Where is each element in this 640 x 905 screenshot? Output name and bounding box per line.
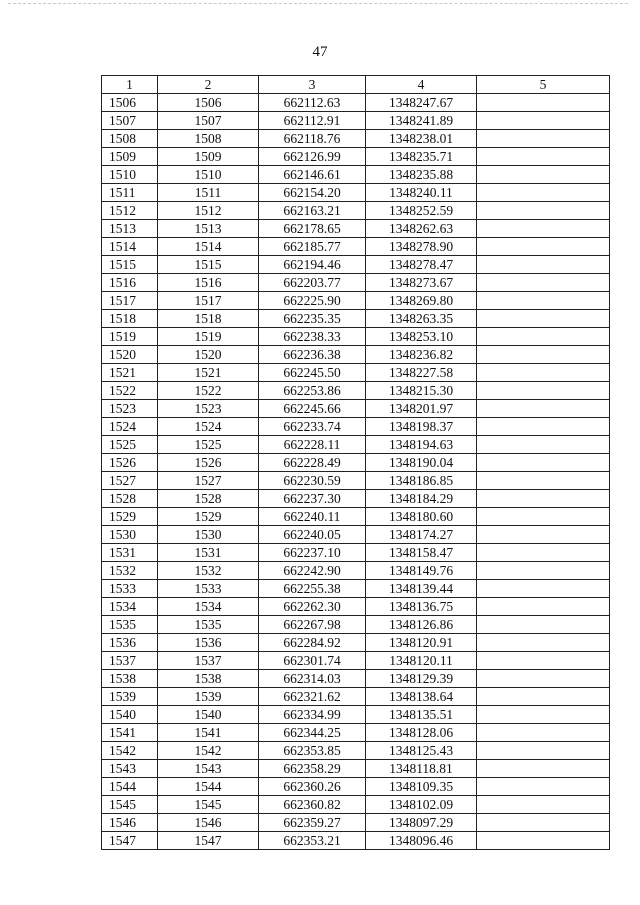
- point-id-cell: 1547: [158, 832, 259, 850]
- y-coordinate-cell: 1348190.04: [366, 454, 477, 472]
- note-cell: [477, 544, 610, 562]
- point-number-cell: 1540: [102, 706, 158, 724]
- point-number-cell: 1534: [102, 598, 158, 616]
- note-cell: [477, 256, 610, 274]
- y-coordinate-cell: 1348201.97: [366, 400, 477, 418]
- y-coordinate-cell: 1348128.06: [366, 724, 477, 742]
- table-row: [102, 454, 610, 472]
- y-coordinate-cell: 1348227.58: [366, 364, 477, 382]
- table-row: [102, 814, 610, 832]
- table-row: [102, 274, 610, 292]
- note-cell: [477, 274, 610, 292]
- y-coordinate-cell: 1348198.37: [366, 418, 477, 436]
- y-coordinate-cell: 1348273.67: [366, 274, 477, 292]
- point-id-cell: 1546: [158, 814, 259, 832]
- point-number-cell: 1508: [102, 130, 158, 148]
- y-coordinate-cell: 1348236.82: [366, 346, 477, 364]
- column-header-4: 4: [366, 76, 477, 94]
- point-number-cell: 1514: [102, 238, 158, 256]
- note-cell: [477, 508, 610, 526]
- note-cell: [477, 220, 610, 238]
- point-id-cell: 1544: [158, 778, 259, 796]
- x-coordinate-cell: 662126.99: [259, 148, 366, 166]
- point-id-cell: 1534: [158, 598, 259, 616]
- point-id-cell: 1538: [158, 670, 259, 688]
- point-id-cell: 1518: [158, 310, 259, 328]
- y-coordinate-cell: 1348135.51: [366, 706, 477, 724]
- point-number-cell: 1529: [102, 508, 158, 526]
- x-coordinate-cell: 662238.33: [259, 328, 366, 346]
- x-coordinate-cell: 662314.03: [259, 670, 366, 688]
- point-number-cell: 1547: [102, 832, 158, 850]
- x-coordinate-cell: 662245.66: [259, 400, 366, 418]
- table-row: [102, 418, 610, 436]
- note-cell: [477, 814, 610, 832]
- note-cell: [477, 634, 610, 652]
- point-number-cell: 1527: [102, 472, 158, 490]
- table-row: [102, 310, 610, 328]
- table-row: [102, 382, 610, 400]
- point-id-cell: 1522: [158, 382, 259, 400]
- table-row: [102, 94, 610, 112]
- x-coordinate-cell: 662267.98: [259, 616, 366, 634]
- x-coordinate-cell: 662163.21: [259, 202, 366, 220]
- point-number-cell: 1546: [102, 814, 158, 832]
- point-id-cell: 1509: [158, 148, 259, 166]
- x-coordinate-cell: 662146.61: [259, 166, 366, 184]
- point-number-cell: 1526: [102, 454, 158, 472]
- point-id-cell: 1539: [158, 688, 259, 706]
- x-coordinate-cell: 662154.20: [259, 184, 366, 202]
- point-number-cell: 1515: [102, 256, 158, 274]
- table-row: [102, 778, 610, 796]
- note-cell: [477, 400, 610, 418]
- column-header-1: 1: [102, 76, 158, 94]
- note-cell: [477, 652, 610, 670]
- point-id-cell: 1524: [158, 418, 259, 436]
- point-id-cell: 1525: [158, 436, 259, 454]
- table-row: [102, 526, 610, 544]
- column-header-2: 2: [158, 76, 259, 94]
- y-coordinate-cell: 1348120.91: [366, 634, 477, 652]
- note-cell: [477, 562, 610, 580]
- point-id-cell: 1517: [158, 292, 259, 310]
- note-cell: [477, 202, 610, 220]
- y-coordinate-cell: 1348126.86: [366, 616, 477, 634]
- y-coordinate-cell: 1348186.85: [366, 472, 477, 490]
- note-cell: [477, 724, 610, 742]
- y-coordinate-cell: 1348278.47: [366, 256, 477, 274]
- point-number-cell: 1536: [102, 634, 158, 652]
- table-row: [102, 364, 610, 382]
- table-row: [102, 436, 610, 454]
- x-coordinate-cell: 662228.49: [259, 454, 366, 472]
- note-cell: [477, 454, 610, 472]
- x-coordinate-cell: 662237.30: [259, 490, 366, 508]
- point-id-cell: 1523: [158, 400, 259, 418]
- point-id-cell: 1527: [158, 472, 259, 490]
- point-number-cell: 1543: [102, 760, 158, 778]
- y-coordinate-cell: 1348253.10: [366, 328, 477, 346]
- x-coordinate-cell: 662353.85: [259, 742, 366, 760]
- y-coordinate-cell: 1348096.46: [366, 832, 477, 850]
- y-coordinate-cell: 1348235.71: [366, 148, 477, 166]
- y-coordinate-cell: 1348184.29: [366, 490, 477, 508]
- point-id-cell: 1537: [158, 652, 259, 670]
- table-row: [102, 544, 610, 562]
- note-cell: [477, 580, 610, 598]
- x-coordinate-cell: 662235.35: [259, 310, 366, 328]
- point-number-cell: 1507: [102, 112, 158, 130]
- point-id-cell: 1513: [158, 220, 259, 238]
- x-coordinate-cell: 662225.90: [259, 292, 366, 310]
- point-number-cell: 1541: [102, 724, 158, 742]
- point-id-cell: 1545: [158, 796, 259, 814]
- x-coordinate-cell: 662240.11: [259, 508, 366, 526]
- point-id-cell: 1516: [158, 274, 259, 292]
- note-cell: [477, 490, 610, 508]
- note-cell: [477, 94, 610, 112]
- table-row: [102, 688, 610, 706]
- table-row: [102, 616, 610, 634]
- point-number-cell: 1528: [102, 490, 158, 508]
- point-id-cell: 1533: [158, 580, 259, 598]
- note-cell: [477, 436, 610, 454]
- table-row: [102, 760, 610, 778]
- point-id-cell: 1506: [158, 94, 259, 112]
- point-number-cell: 1525: [102, 436, 158, 454]
- x-coordinate-cell: 662358.29: [259, 760, 366, 778]
- y-coordinate-cell: 1348278.90: [366, 238, 477, 256]
- point-number-cell: 1544: [102, 778, 158, 796]
- note-cell: [477, 130, 610, 148]
- table-row: [102, 490, 610, 508]
- y-coordinate-cell: 1348194.63: [366, 436, 477, 454]
- point-id-cell: 1532: [158, 562, 259, 580]
- table-row: [102, 220, 610, 238]
- point-number-cell: 1533: [102, 580, 158, 598]
- point-id-cell: 1529: [158, 508, 259, 526]
- note-cell: [477, 328, 610, 346]
- x-coordinate-cell: 662301.74: [259, 652, 366, 670]
- x-coordinate-cell: 662236.38: [259, 346, 366, 364]
- table-row: [102, 634, 610, 652]
- page-number: 47: [312, 44, 328, 60]
- note-cell: [477, 796, 610, 814]
- y-coordinate-cell: 1348238.01: [366, 130, 477, 148]
- note-cell: [477, 616, 610, 634]
- point-id-cell: 1508: [158, 130, 259, 148]
- point-id-cell: 1519: [158, 328, 259, 346]
- y-coordinate-cell: 1348241.89: [366, 112, 477, 130]
- column-header-3: 3: [259, 76, 366, 94]
- table-row: [102, 238, 610, 256]
- point-number-cell: 1535: [102, 616, 158, 634]
- table-row: [102, 796, 610, 814]
- note-cell: [477, 832, 610, 850]
- point-number-cell: 1532: [102, 562, 158, 580]
- point-number-cell: 1512: [102, 202, 158, 220]
- x-coordinate-cell: 662344.25: [259, 724, 366, 742]
- note-cell: [477, 382, 610, 400]
- x-coordinate-cell: 662321.62: [259, 688, 366, 706]
- point-id-cell: 1531: [158, 544, 259, 562]
- y-coordinate-cell: 1348180.60: [366, 508, 477, 526]
- x-coordinate-cell: 662178.65: [259, 220, 366, 238]
- note-cell: [477, 598, 610, 616]
- x-coordinate-cell: 662242.90: [259, 562, 366, 580]
- note-cell: [477, 526, 610, 544]
- table-row: [102, 706, 610, 724]
- x-coordinate-cell: 662253.86: [259, 382, 366, 400]
- point-number-cell: 1539: [102, 688, 158, 706]
- y-coordinate-cell: 1348139.44: [366, 580, 477, 598]
- table-row: [102, 562, 610, 580]
- x-coordinate-cell: 662359.27: [259, 814, 366, 832]
- note-cell: [477, 346, 610, 364]
- point-id-cell: 1541: [158, 724, 259, 742]
- y-coordinate-cell: 1348109.35: [366, 778, 477, 796]
- point-number-cell: 1530: [102, 526, 158, 544]
- point-id-cell: 1510: [158, 166, 259, 184]
- note-cell: [477, 760, 610, 778]
- x-coordinate-cell: 662112.63: [259, 94, 366, 112]
- point-number-cell: 1537: [102, 652, 158, 670]
- point-id-cell: 1528: [158, 490, 259, 508]
- note-cell: [477, 148, 610, 166]
- coordinates-table: [101, 75, 610, 850]
- x-coordinate-cell: 662360.82: [259, 796, 366, 814]
- table-row: [102, 652, 610, 670]
- point-id-cell: 1543: [158, 760, 259, 778]
- x-coordinate-cell: 662255.38: [259, 580, 366, 598]
- x-coordinate-cell: 662353.21: [259, 832, 366, 850]
- point-number-cell: 1519: [102, 328, 158, 346]
- note-cell: [477, 184, 610, 202]
- point-number-cell: 1513: [102, 220, 158, 238]
- point-id-cell: 1514: [158, 238, 259, 256]
- point-number-cell: 1545: [102, 796, 158, 814]
- y-coordinate-cell: 1348215.30: [366, 382, 477, 400]
- y-coordinate-cell: 1348235.88: [366, 166, 477, 184]
- point-number-cell: 1538: [102, 670, 158, 688]
- x-coordinate-cell: 662203.77: [259, 274, 366, 292]
- table-row: [102, 328, 610, 346]
- table-row: [102, 508, 610, 526]
- point-id-cell: 1536: [158, 634, 259, 652]
- point-number-cell: 1522: [102, 382, 158, 400]
- x-coordinate-cell: 662228.11: [259, 436, 366, 454]
- x-coordinate-cell: 662194.46: [259, 256, 366, 274]
- point-id-cell: 1535: [158, 616, 259, 634]
- note-cell: [477, 742, 610, 760]
- point-id-cell: 1521: [158, 364, 259, 382]
- point-number-cell: 1542: [102, 742, 158, 760]
- point-number-cell: 1520: [102, 346, 158, 364]
- point-id-cell: 1540: [158, 706, 259, 724]
- note-cell: [477, 778, 610, 796]
- table-row: [102, 256, 610, 274]
- table-row: [102, 742, 610, 760]
- y-coordinate-cell: 1348247.67: [366, 94, 477, 112]
- y-coordinate-cell: 1348149.76: [366, 562, 477, 580]
- note-cell: [477, 310, 610, 328]
- x-coordinate-cell: 662360.26: [259, 778, 366, 796]
- point-id-cell: 1511: [158, 184, 259, 202]
- x-coordinate-cell: 662262.30: [259, 598, 366, 616]
- note-cell: [477, 688, 610, 706]
- table-row: [102, 202, 610, 220]
- note-cell: [477, 292, 610, 310]
- table-row: [102, 292, 610, 310]
- y-coordinate-cell: 1348097.29: [366, 814, 477, 832]
- note-cell: [477, 670, 610, 688]
- point-number-cell: 1521: [102, 364, 158, 382]
- note-cell: [477, 238, 610, 256]
- table-body: [102, 94, 610, 850]
- table-row: [102, 112, 610, 130]
- note-cell: [477, 472, 610, 490]
- point-number-cell: 1511: [102, 184, 158, 202]
- y-coordinate-cell: 1348252.59: [366, 202, 477, 220]
- y-coordinate-cell: 1348136.75: [366, 598, 477, 616]
- point-id-cell: 1512: [158, 202, 259, 220]
- note-cell: [477, 364, 610, 382]
- note-cell: [477, 418, 610, 436]
- point-number-cell: 1506: [102, 94, 158, 112]
- y-coordinate-cell: 1348118.81: [366, 760, 477, 778]
- point-id-cell: 1530: [158, 526, 259, 544]
- table-header-row: [102, 76, 610, 94]
- x-coordinate-cell: 662237.10: [259, 544, 366, 562]
- note-cell: [477, 166, 610, 184]
- table-row: [102, 724, 610, 742]
- table-row: [102, 598, 610, 616]
- table-row: [102, 148, 610, 166]
- table-row: [102, 580, 610, 598]
- y-coordinate-cell: 1348262.63: [366, 220, 477, 238]
- note-cell: [477, 706, 610, 724]
- point-number-cell: 1510: [102, 166, 158, 184]
- y-coordinate-cell: 1348174.27: [366, 526, 477, 544]
- y-coordinate-cell: 1348125.43: [366, 742, 477, 760]
- x-coordinate-cell: 662112.91: [259, 112, 366, 130]
- table-row: [102, 400, 610, 418]
- point-number-cell: 1523: [102, 400, 158, 418]
- x-coordinate-cell: 662185.77: [259, 238, 366, 256]
- y-coordinate-cell: 1348120.11: [366, 652, 477, 670]
- point-number-cell: 1524: [102, 418, 158, 436]
- point-number-cell: 1517: [102, 292, 158, 310]
- table-row: [102, 670, 610, 688]
- point-id-cell: 1515: [158, 256, 259, 274]
- x-coordinate-cell: 662233.74: [259, 418, 366, 436]
- point-id-cell: 1507: [158, 112, 259, 130]
- point-number-cell: 1509: [102, 148, 158, 166]
- x-coordinate-cell: 662334.99: [259, 706, 366, 724]
- x-coordinate-cell: 662240.05: [259, 526, 366, 544]
- table-row: [102, 184, 610, 202]
- table-row: [102, 346, 610, 364]
- table-row: [102, 832, 610, 850]
- x-coordinate-cell: 662284.92: [259, 634, 366, 652]
- point-id-cell: 1542: [158, 742, 259, 760]
- point-number-cell: 1518: [102, 310, 158, 328]
- x-coordinate-cell: 662245.50: [259, 364, 366, 382]
- x-coordinate-cell: 662118.76: [259, 130, 366, 148]
- point-number-cell: 1516: [102, 274, 158, 292]
- y-coordinate-cell: 1348138.64: [366, 688, 477, 706]
- scan-top-rule: [8, 3, 628, 4]
- x-coordinate-cell: 662230.59: [259, 472, 366, 490]
- y-coordinate-cell: 1348240.11: [366, 184, 477, 202]
- column-header-5: 5: [477, 76, 610, 94]
- y-coordinate-cell: 1348102.09: [366, 796, 477, 814]
- y-coordinate-cell: 1348263.35: [366, 310, 477, 328]
- table-row: [102, 472, 610, 490]
- y-coordinate-cell: 1348129.39: [366, 670, 477, 688]
- table-row: [102, 166, 610, 184]
- y-coordinate-cell: 1348269.80: [366, 292, 477, 310]
- point-id-cell: 1526: [158, 454, 259, 472]
- note-cell: [477, 112, 610, 130]
- point-number-cell: 1531: [102, 544, 158, 562]
- y-coordinate-cell: 1348158.47: [366, 544, 477, 562]
- point-id-cell: 1520: [158, 346, 259, 364]
- table-row: [102, 130, 610, 148]
